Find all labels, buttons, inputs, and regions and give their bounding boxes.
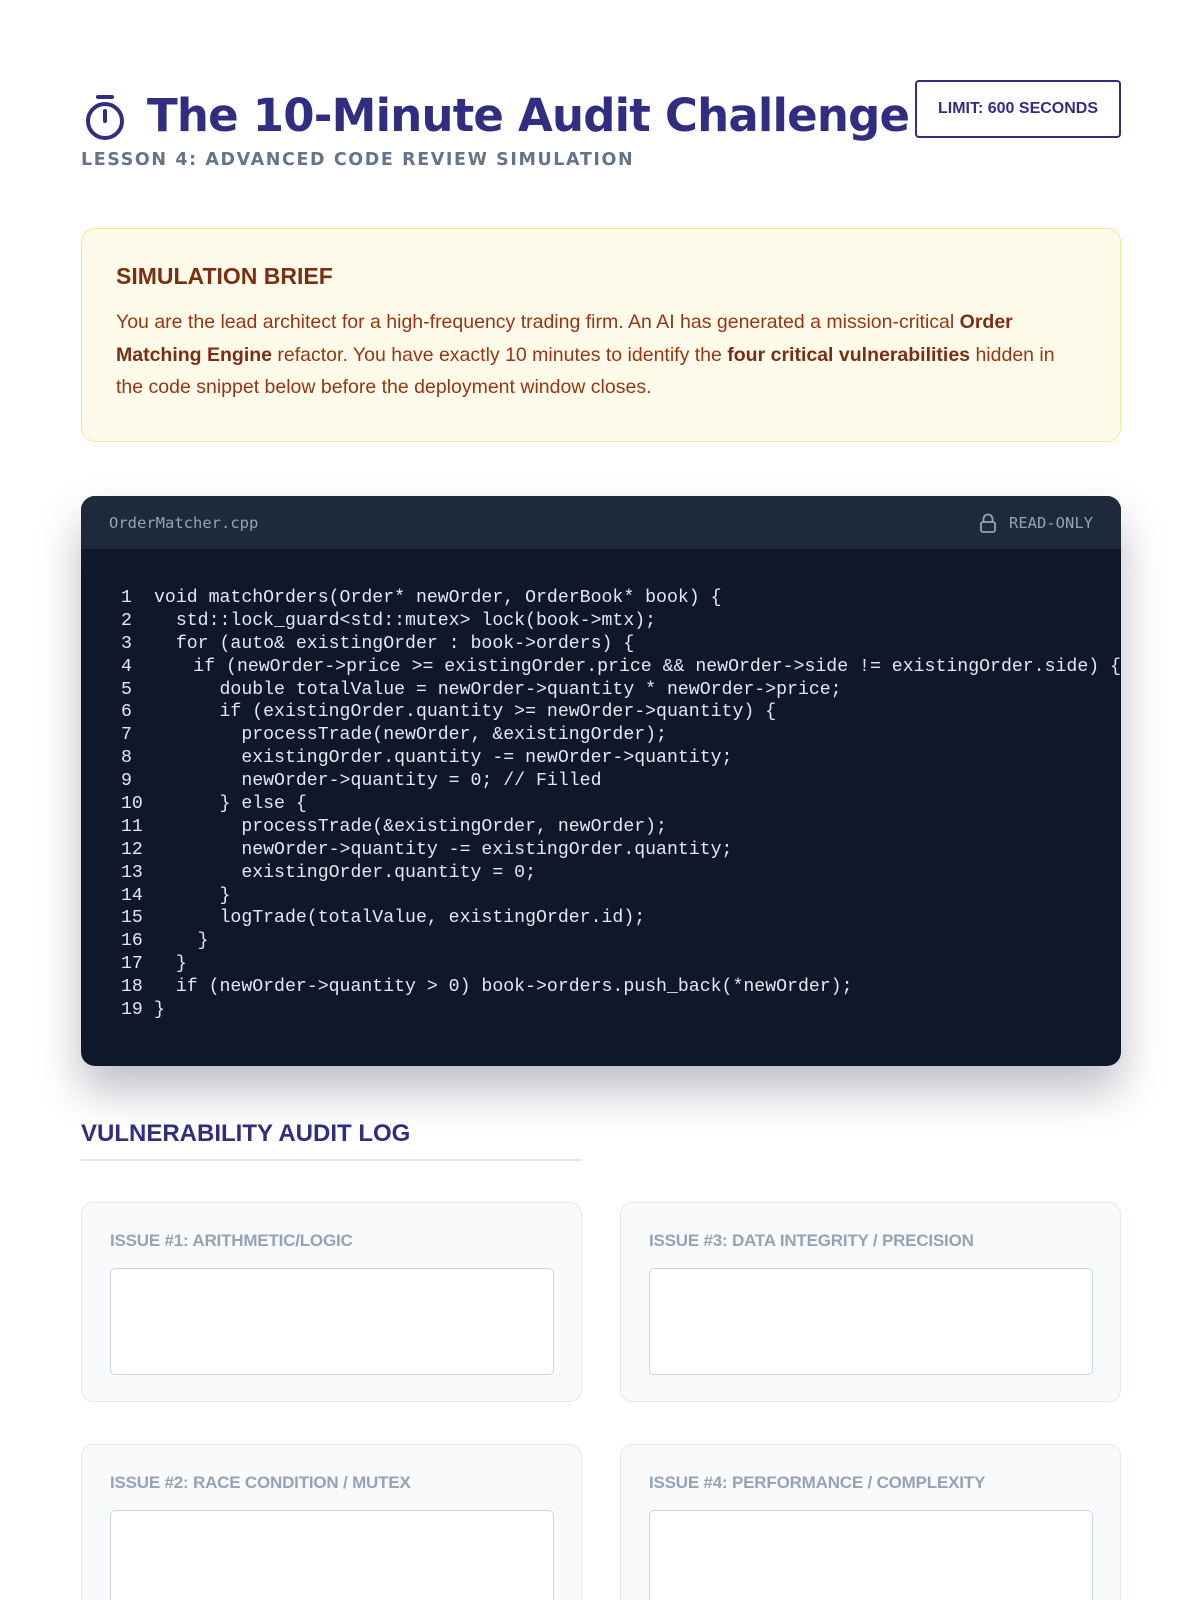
- line-number: 9: [121, 771, 132, 792]
- code-line: [121, 793, 1121, 816]
- issue-label-1: ISSUE #1: ARITHMETIC/LOGIC: [110, 1231, 353, 1250]
- code-text: logTrade(totalValue, existingOrder.id);: [154, 908, 646, 929]
- code-line: [121, 770, 1121, 793]
- code-text: if (existingOrder.quantity >= newOrder->quantity) {: [154, 702, 777, 723]
- code-panel: [81, 496, 1121, 1066]
- code-line: [121, 816, 1121, 839]
- code-filename: OrderMatcher.cpp: [109, 513, 259, 532]
- code-header: [81, 496, 1121, 549]
- code-line: [121, 907, 1121, 930]
- code-text: existingOrder.quantity = 0;: [154, 862, 536, 883]
- code-line: [121, 839, 1121, 862]
- brief-text-part: refactor. You have exactly 10 minutes to identify the: [272, 343, 728, 366]
- line-number: 11: [121, 816, 143, 837]
- line-number: 5: [121, 679, 132, 700]
- line-number: 16: [121, 931, 143, 952]
- code-text: double totalValue = newOrder->quantity * newOrder->price;: [154, 679, 842, 700]
- code-text: newOrder->quantity -= existingOrder.quantity;: [154, 839, 733, 860]
- line-number: 6: [121, 702, 132, 723]
- page-header: [81, 80, 1121, 180]
- brief-title: SIMULATION BRIEF: [116, 263, 333, 289]
- code-line: [121, 633, 1121, 656]
- issue-label-3: ISSUE #3: DATA INTEGRITY / PRECISION: [649, 1231, 974, 1250]
- code-line: [121, 953, 1121, 976]
- code-text: }: [154, 954, 187, 975]
- brief-text-part: You are the lead architect for a high-frequency trading firm. An AI has generated a mission-critical: [116, 311, 960, 333]
- issue-input-2[interactable]: [110, 1510, 554, 1600]
- code-line: [121, 679, 1121, 702]
- code-text: for (auto& existingOrder : book->orders) {: [154, 633, 635, 654]
- code-line: [121, 885, 1121, 908]
- stopwatch-icon: [81, 94, 129, 142]
- code-text: existingOrder.quantity -= newOrder->quantity;: [154, 748, 733, 769]
- code-text: }: [154, 931, 209, 952]
- page-title: The 10-Minute Audit Challenge: [147, 88, 910, 142]
- code-text: if (newOrder->quantity > 0) book->orders.push_back(*newOrder);: [154, 977, 853, 998]
- code-line: [121, 701, 1121, 724]
- line-number: 8: [121, 748, 132, 769]
- code-line: [121, 610, 1121, 633]
- code-line: [121, 999, 1121, 1022]
- code-line: [121, 976, 1121, 999]
- line-number: 10: [121, 794, 143, 815]
- line-number: 7: [121, 725, 132, 746]
- issue-card-2: [81, 1444, 582, 1600]
- lock-icon: [979, 513, 997, 533]
- code-text: newOrder->quantity = 0; // Filled: [154, 771, 602, 792]
- simulation-brief: [81, 228, 1121, 442]
- issue-card-1: [81, 1202, 582, 1402]
- brief-text-part: hidden in the code snippet below before the deployment window closes.: [116, 343, 1055, 398]
- code-line: [121, 587, 1121, 610]
- code-body: [81, 549, 1121, 1022]
- code-line: [121, 930, 1121, 953]
- code-text: processTrade(newOrder, &existingOrder);: [154, 725, 667, 746]
- code-text: } else {: [154, 794, 307, 815]
- audit-log-divider: [81, 1159, 582, 1161]
- brief-highlight-engine: Order Matching Engine: [116, 311, 1013, 366]
- line-number: 3: [121, 633, 132, 654]
- title-row: [81, 88, 909, 142]
- brief-text: [116, 306, 1086, 404]
- issue-label-2: ISSUE #2: RACE CONDITION / MUTEX: [110, 1473, 411, 1492]
- line-number: 19: [121, 1000, 143, 1021]
- code-text: }: [154, 885, 231, 906]
- line-number: 17: [121, 954, 143, 975]
- code-line: [121, 724, 1121, 747]
- line-number: 2: [121, 610, 132, 631]
- issue-card-3: [620, 1202, 1121, 1402]
- issue-input-1[interactable]: [110, 1268, 554, 1375]
- line-number: 15: [121, 908, 143, 929]
- code-line: [121, 656, 1121, 679]
- read-only-label: READ-ONLY: [1009, 513, 1093, 532]
- time-limit-badge: LIMIT: 600 SECONDS: [915, 80, 1121, 138]
- code-line: [121, 747, 1121, 770]
- code-text: processTrade(&existingOrder, newOrder);: [154, 816, 667, 837]
- audit-log-title: VULNERABILITY AUDIT LOG: [81, 1120, 411, 1147]
- code-text: if (newOrder->price >= existingOrder.price && newOrder->side != existingOrder.side) {: [149, 656, 1121, 677]
- code-text: }: [154, 1000, 165, 1021]
- code-line: [121, 862, 1121, 885]
- read-only-indicator: [979, 513, 1093, 533]
- code-text: std::lock_guard<std::mutex> lock(book->mtx);: [154, 610, 657, 631]
- brief-highlight-vulnerabilities: four critical vulnerabilities: [727, 343, 971, 366]
- code-text: void matchOrders(Order* newOrder, OrderBook* book) {: [154, 588, 722, 608]
- line-number: 4: [121, 656, 132, 677]
- line-number: 13: [121, 862, 143, 883]
- line-number: 18: [121, 977, 143, 998]
- issue-input-4[interactable]: [649, 1510, 1093, 1600]
- issue-label-4: ISSUE #4: PERFORMANCE / COMPLEXITY: [649, 1473, 986, 1492]
- issue-input-3[interactable]: [649, 1268, 1093, 1375]
- issue-card-4: [620, 1444, 1121, 1600]
- page-subtitle: LESSON 4: ADVANCED CODE REVIEW SIMULATION: [81, 150, 635, 170]
- line-number: 1: [121, 588, 132, 608]
- line-number: 14: [121, 885, 143, 906]
- line-number: 12: [121, 839, 143, 860]
